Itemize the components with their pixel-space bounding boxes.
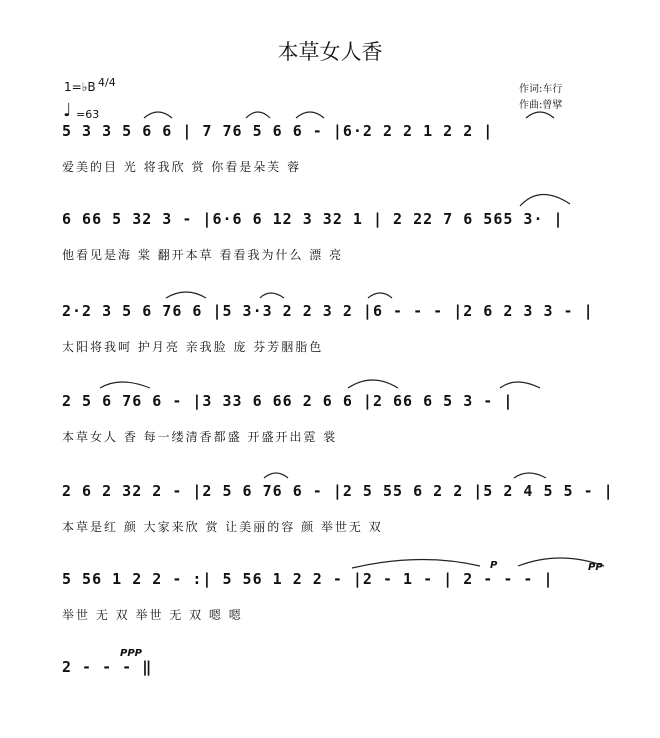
slur — [100, 382, 150, 388]
notation-row: 6 66 5 32 3 - |6·6 6 12 3 32 1 | 2 22 7 6 565 3· | — [62, 210, 564, 228]
slur — [368, 293, 392, 298]
slur — [348, 380, 398, 388]
slur — [144, 112, 172, 118]
notation-row: 2 6 2 32 2 - |2 5 6 76 6 - |2 5 55 6 2 2 |5 2 4 5 5 - | — [62, 482, 614, 500]
notation-row: 5 3 3 5 6 6 | 7 76 5 6 6 - |6·2 2 2 1 2 2 | — [62, 122, 494, 140]
song-title: 本草女人香 — [277, 40, 383, 64]
lyricist-credit: 作词:车行 — [519, 84, 563, 95]
lyrics-row: 本草女人 香 每一缕清香都盛 开盛开出霓 裳 — [62, 430, 338, 444]
lyrics-row: 太阳将我呵 护月亮 亲我脸 庞 芬芳胭脂色 — [62, 340, 324, 354]
slur — [260, 293, 284, 298]
slur — [166, 292, 206, 298]
slur — [514, 473, 546, 478]
time-signature: 4/4 — [98, 76, 116, 89]
slur — [246, 112, 270, 118]
slur — [520, 194, 570, 206]
quarter-note-icon: ♩ — [63, 100, 72, 121]
lyrics-row: 他看见是海 棠 翻开本草 看看我为什么 漂 亮 — [62, 248, 344, 262]
dynamic-mark: PPP — [120, 648, 142, 659]
slur — [500, 382, 540, 388]
notation-row: 5 56 1 2 2 - :| 5 56 1 2 2 - |2 - 1 - | 2 - - - | — [62, 570, 554, 588]
slur — [526, 112, 554, 118]
dynamic-mark: PP — [588, 562, 603, 573]
lyrics-row: 爱美的目 光 将我欣 赏 你看是朵芙 蓉 — [62, 160, 302, 174]
lyrics-row: 举世 无 双 举世 无 双 嗯 嗯 — [62, 608, 243, 622]
slur — [518, 558, 604, 566]
tempo-marking: =63 — [76, 108, 100, 121]
slur — [296, 112, 324, 118]
notation-row: 2 - - - ‖ — [62, 658, 153, 676]
slur — [352, 559, 480, 568]
lyrics-row: 本草是红 颜 大家来欣 赏 让美丽的容 颜 举世无 双 — [62, 520, 383, 534]
dynamic-mark: P — [490, 560, 498, 571]
notation-row: 2 5 6 76 6 - |3 33 6 66 2 6 6 |2 66 6 5 3 - | — [62, 392, 514, 410]
slur — [264, 473, 288, 478]
notation-row: 2·2 3 5 6 76 6 |5 3·3 2 2 3 2 |6 - - - |2 6 2 3 3 - | — [62, 302, 594, 320]
key-signature: 1=♭B — [64, 80, 96, 94]
composer-credit: 作曲:曾擘 — [519, 100, 563, 111]
